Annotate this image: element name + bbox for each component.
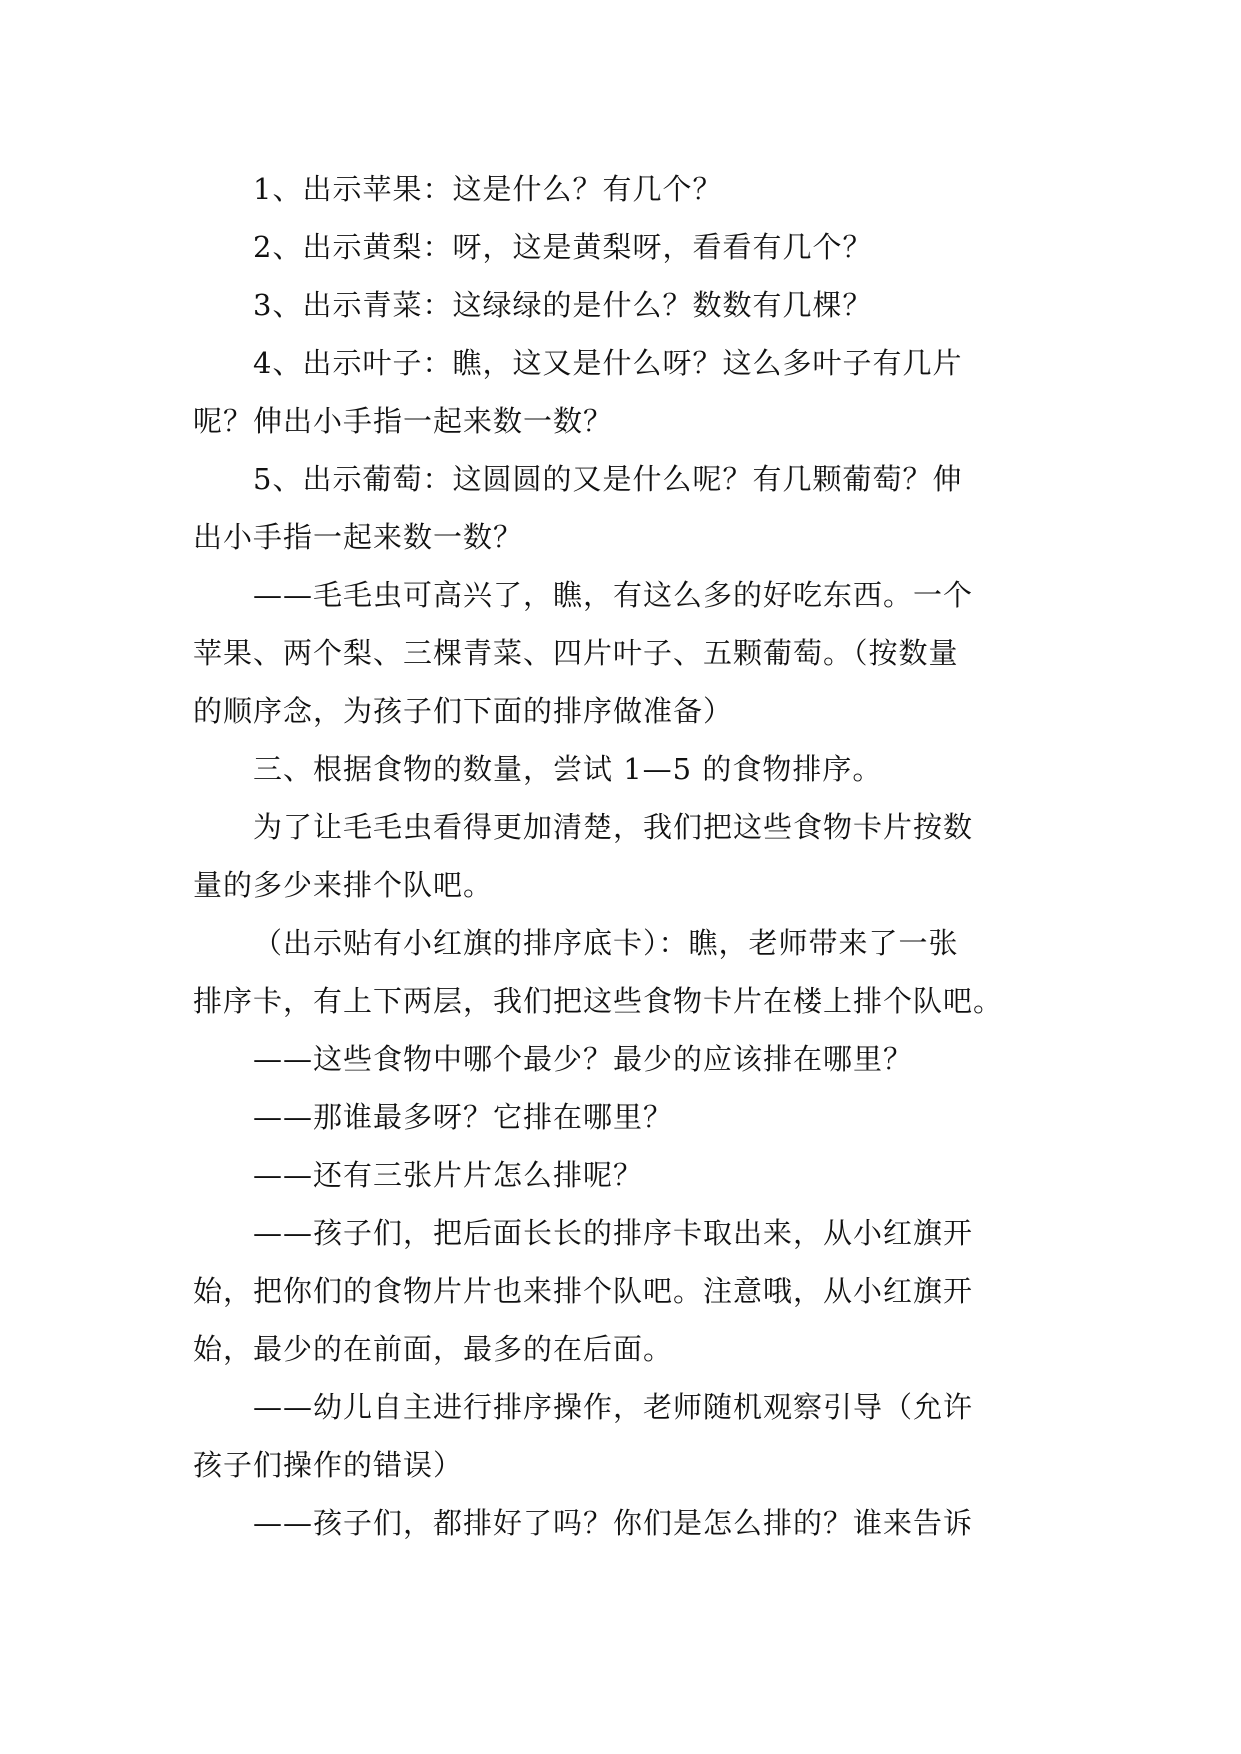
text-line: 排序卡，有上下两层，我们把这些食物卡片在楼上排个队吧。 [193, 984, 1004, 1018]
text-line: （出示贴有小红旗的排序底卡）：瞧，老师带来了一张 [253, 926, 959, 960]
text-line: ——孩子们，都排好了吗？你们是怎么排的？谁来告诉 [253, 1506, 974, 1540]
text-line: 4、出示叶子：瞧，这又是什么呀？这么多叶子有几片 [253, 346, 963, 380]
text-line: 2、出示黄梨：呀，这是黄梨呀，看看有几个？ [253, 230, 873, 264]
text-line: ——孩子们，把后面长长的排序卡取出来，从小红旗开 [253, 1216, 974, 1250]
text-line: 始，最少的在前面，最多的在后面。 [193, 1332, 674, 1366]
text-line: ——幼儿自主进行排序操作，老师随机观察引导（允许 [253, 1390, 974, 1424]
text-line: ——毛毛虫可高兴了，瞧，有这么多的好吃东西。一个 [253, 578, 974, 612]
text-line: 呢？伸出小手指一起来数一数？ [193, 404, 614, 438]
text-line: 5、出示葡萄：这圆圆的又是什么呢？有几颗葡萄？伸 [253, 462, 963, 496]
text-line: 始，把你们的食物片片也来排个队吧。注意哦，从小红旗开 [193, 1274, 974, 1308]
text-line: 为了让毛毛虫看得更加清楚，我们把这些食物卡片按数 [253, 810, 974, 844]
text-line: 3、出示青菜：这绿绿的是什么？数数有几棵？ [253, 288, 873, 322]
text-line: 出小手指一起来数一数？ [193, 520, 524, 554]
text-line: 三、根据食物的数量，尝试 1—5 的食物排序。 [253, 752, 883, 786]
text-line: 1、出示苹果：这是什么？有几个？ [253, 172, 723, 206]
text-line: 量的多少来排个队吧。 [193, 868, 494, 902]
document-page [193, 160, 1055, 1552]
text-line: 的顺序念，为孩子们下面的排序做准备） [193, 694, 734, 728]
text-line: ——那谁最多呀？它排在哪里？ [253, 1100, 674, 1134]
text-line: ——这些食物中哪个最少？最少的应该排在哪里？ [253, 1042, 914, 1076]
text-line: 孩子们操作的错误） [193, 1448, 464, 1482]
text-line: ——还有三张片片怎么排呢？ [253, 1158, 644, 1192]
text-line: 苹果、两个梨、三棵青菜、四片叶子、五颗葡萄。（按数量 [193, 636, 959, 670]
